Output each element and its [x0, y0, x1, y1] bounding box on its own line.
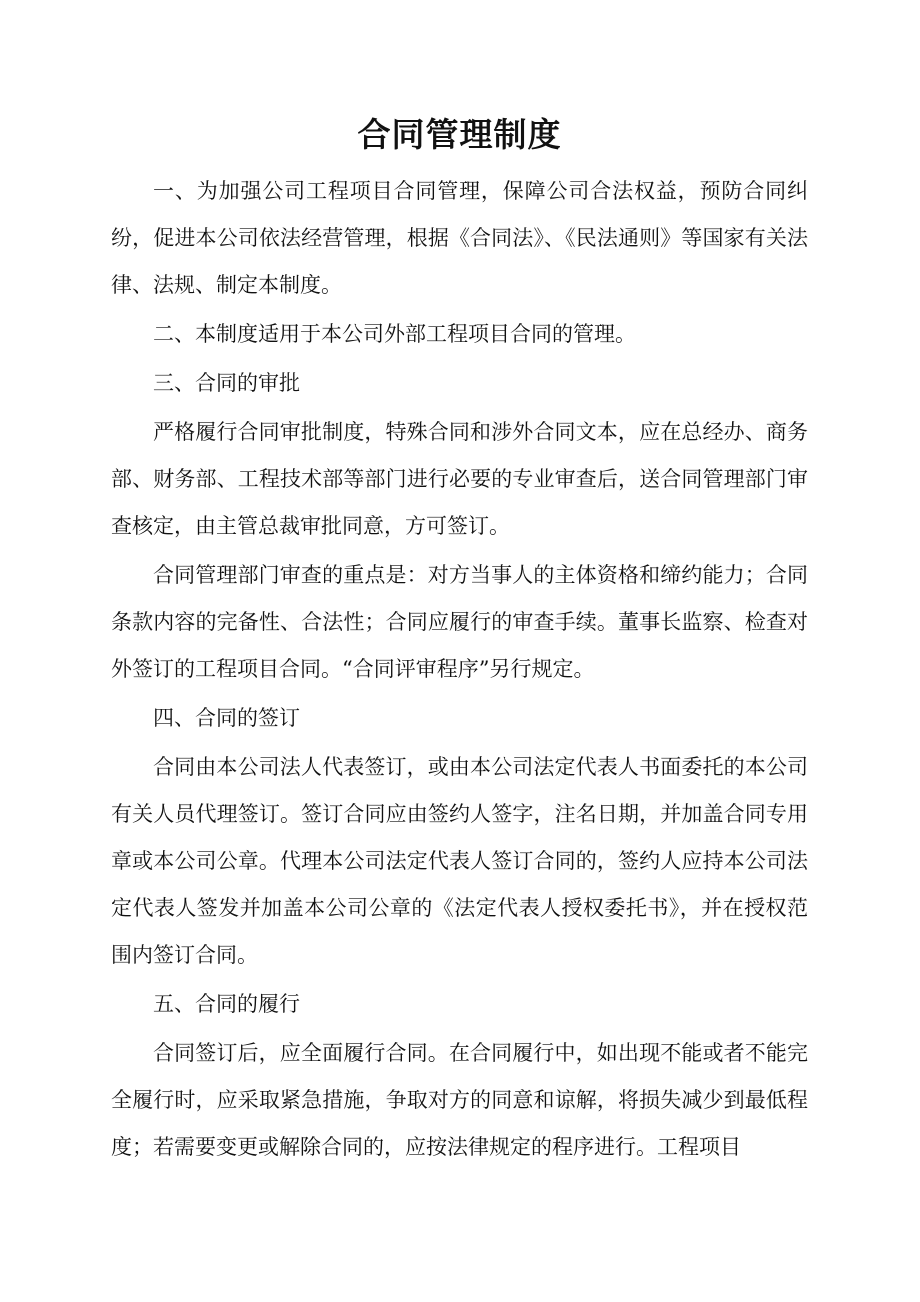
heading-performance: 五、合同的履行 — [153, 992, 300, 1016]
paragraph-approval-system: 严格履行合同审批制度，特殊合同和涉外合同文本，应在总经办、商务部、财务部、工程技术部等部门进行必要的专业审查后，送合同管理部门审查核定，由主管总裁审批同意，方可签订。 — [111, 420, 808, 538]
paragraph-purpose: 一、为加强公司工程项目合同管理，保障公司合法权益，预防合同纠纷，促进本公司依法经营管理，根据《合同法》、《民法通则》等国家有关法律、法规、制定本制度。 — [111, 179, 808, 297]
heading-signing: 四、合同的签订 — [153, 706, 300, 730]
paragraph-scope: 二、本制度适用于本公司外部工程项目合同的管理。 — [153, 322, 636, 346]
heading-approval: 三、合同的审批 — [153, 371, 300, 395]
paragraph-signing: 合同由本公司法人代表签订，或由本公司法定代表人书面委托的本公司有关人员代理签订。签订合同应由签约人签字，注名日期，并加盖合同专用章或本公司公章。代理本公司法定代表人签订合同的，签约人应持本公司法定代表人签发并加盖本公司公章的《法定代表人授权委托书》，并在授权范围内签订合同。 — [111, 755, 808, 967]
document-title: 合同管理制度 — [357, 115, 562, 154]
paragraph-review-focus: 合同管理部门审查的重点是：对方当事人的主体资格和缔约能力；合同条款内容的完备性、合法性；合同应履行的审查手续。董事长监察、检查对外签订的工程项目合同。“合同评审程序”另行规定。 — [111, 563, 808, 681]
paragraph-performance: 合同签订后，应全面履行合同。在合同履行中，如出现不能或者不能完全履行时，应采取紧急措施，争取对方的同意和谅解，将损失减少到最低程度；若需要变更或解除合同的，应按法律规定的程序进行。工程项目 — [111, 1041, 808, 1159]
